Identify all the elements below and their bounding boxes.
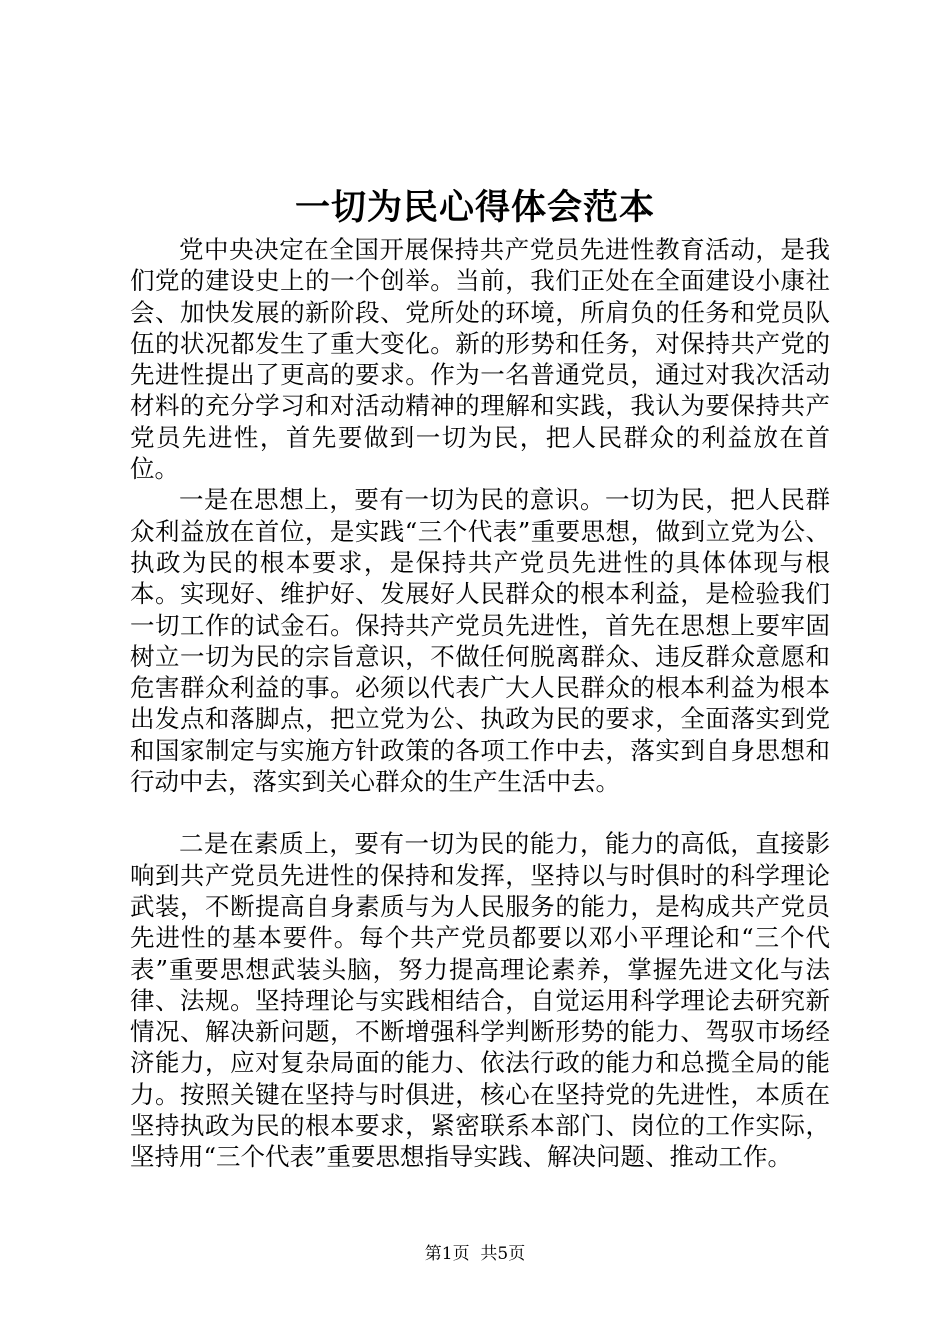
paragraph-intro: 党中央决定在全国开展保持共产党员先进性教育活动，是我们党的建设史上的一个创举。当前，我们正处在全面建设小康社会、加快发展的新阶段、党所处的环境，所肩负的任务和党员队伍的状况都发生了重大变化。新的形势和任务，对保持共产党的先进性提出了更高的要求。作为一名普通党员，通过对我次活动材料的充分学习和对活动精神的理解和实践，我认为要保持共产党员先进性，首先要做到一切为民，把人民群众的利益放在首位。 xyxy=(130,235,830,484)
document-title: 一切为民心得体会范本 xyxy=(294,187,655,228)
document-body xyxy=(130,234,830,1173)
page-footer xyxy=(0,1242,950,1266)
paragraph-spacer xyxy=(130,797,830,828)
paragraph-ideology: 一是在思想上，要有一切为民的意识。一切为民，把人民群众利益放在首位，是实践“三个代表”重要思想，做到立党为公、执政为民的根本要求，是保持共产党员先进性的具体体现与根本。实现好、维护好、发展好人民群众的根本利益，是检验我们一切工作的试金石。保持共产党员先进性，首先在思想上要牢固树立一切为民的宗旨意识，不做任何脱离群众、违反群众意愿和危害群众利益的事。必须以代表广大人民群众的根本利益为根本出发点和落脚点，把立党为公、执政为民的要求，全面落实到党和国家制定与实施方针政策的各项工作中去，落实到自身思想和行动中去，落实到关心群众的生产生活中去。 xyxy=(130,485,830,797)
paragraph-competence: 二是在素质上，要有一切为民的能力，能力的高低，直接影响到共产党员先进性的保持和发挥，坚持以与时俱时的科学理论武装，不断提高自身素质与为人民服务的能力，是构成共产党员先进性的基本要件。每个共产党员都要以邓小平理论和“三个代表”重要思想武装头脑，努力提高理论素养，掌握先进文化与法律、法规。坚持理论与实践相结合，自觉运用科学理论去研究新情况、解决新问题，不断增强科学判断形势的能力、驾驭市场经济能力，应对复杂局面的能力、依法行政的能力和总揽全局的能力。按照关键在坚持与时俱进，核心在坚持党的先进性，本质在坚持执政为民的根本要求，紧密联系本部门、岗位的工作实际，坚持用“三个代表”重要思想指导实践、解决问题、推动工作。 xyxy=(130,829,830,1172)
page-number-label: 第1页 共5页 xyxy=(424,1244,526,1264)
